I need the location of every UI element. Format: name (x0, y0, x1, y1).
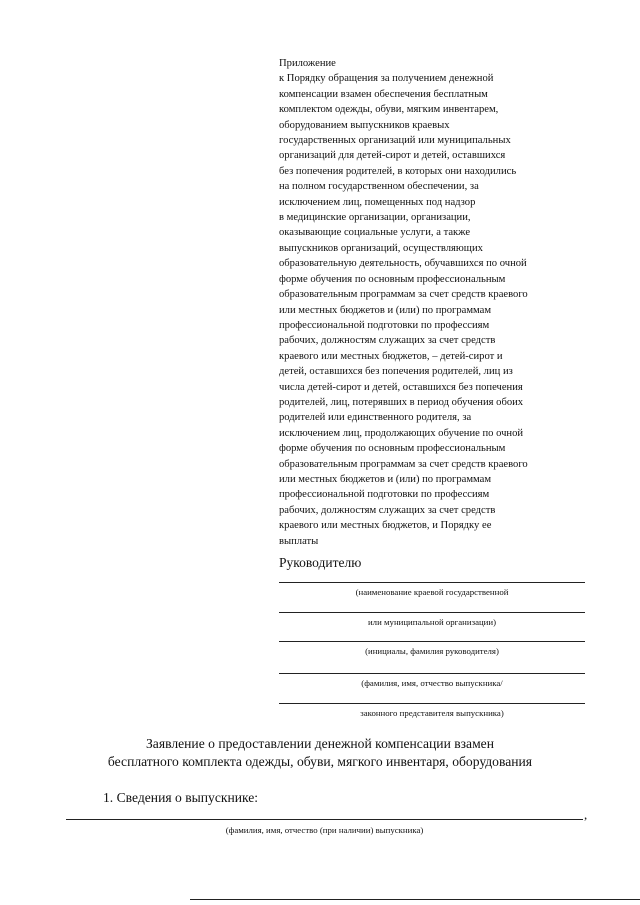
organization-name-field[interactable] (279, 582, 585, 597)
appendix-note (279, 56, 599, 549)
fill-in-line[interactable] (279, 673, 585, 674)
legal-representative-field[interactable] (279, 703, 585, 718)
appendix-line: организаций для детей-сирот и детей, оставшихся (279, 150, 506, 162)
page-bottom-line (190, 899, 640, 900)
appendix-line: краевого или местных бюджетов, – детей-сирот и (279, 350, 503, 362)
title-line-1: Заявление о предоставлении денежной компенсации взамен (146, 736, 494, 751)
fill-in-line[interactable] (279, 703, 585, 704)
field-caption: (инициалы, фамилия руководителя) (365, 646, 499, 656)
appendix-line: компенсации взамен обеспечения бесплатным (279, 88, 488, 100)
fill-in-line[interactable] (279, 582, 585, 583)
appendix-line: форме обучения по основным профессиональным (279, 273, 506, 285)
appendix-line: форме обучения по основным профессиональным (279, 443, 506, 455)
title-line-2: бесплатного комплекта одежды, обуви, мягкого инвентаря, оборудования (107, 753, 533, 769)
recipient-heading: Руководителю (279, 555, 362, 570)
appendix-line: исключением лиц, продолжающих обучение по очной (279, 427, 524, 439)
field-caption: или муниципальной организации) (367, 617, 497, 627)
appendix-line: детей, оставшихся без попечения родителей, лиц из (279, 366, 513, 378)
graduate-name-field[interactable] (279, 673, 585, 688)
appendix-line: родителей, лиц, потерявших в период обучения обоих (279, 396, 524, 408)
fill-in-line[interactable] (279, 641, 585, 642)
appendix-line: профессиональной подготовки по профессиям (279, 319, 490, 331)
appendix-line: образовательным программам за счет средств краевого (279, 458, 528, 470)
graduate-full-name-line[interactable] (66, 819, 583, 820)
appendix-line: выплаты (279, 535, 319, 547)
trailing-comma: , (584, 807, 588, 822)
appendix-line: к Порядку обращения за получением денежной (279, 73, 494, 85)
appendix-line: рабочих, должностям служащих за счет средств (279, 335, 496, 347)
director-name-field[interactable] (279, 641, 585, 656)
appendix-line: оказывающие социальные услуги, а также (279, 227, 471, 239)
appendix-line: выпускников организаций, осуществляющих (279, 242, 483, 254)
field-caption: (фамилия, имя, отчество выпускника/ (361, 678, 503, 688)
appendix-line: Приложение (279, 58, 336, 69)
organization-name-field-continued[interactable] (279, 612, 585, 627)
appendix-line: числа детей-сирот и детей, оставшихся без попечения (279, 381, 523, 393)
appendix-line: родителей или единственного родителя, за (279, 412, 472, 424)
appendix-line: в медицинские организации, организации, (279, 212, 471, 224)
appendix-line: исключением лиц, помещенных под надзор (279, 196, 476, 208)
appendix-line: образовательным программам за счет средств краевого (279, 289, 528, 301)
section-1-heading: 1. Сведения о выпускнике: (103, 790, 259, 805)
field-caption: (наименование краевой государственной (355, 587, 509, 597)
appendix-line: государственных организаций или муниципальных (279, 135, 511, 147)
appendix-line: или местных бюджетов и (или) по программам (279, 304, 492, 316)
appendix-line: на полном государственном обеспечении, за (279, 181, 479, 193)
fill-in-line[interactable] (279, 612, 585, 613)
appendix-line: образовательную деятельность, обучавшихся по очной (279, 258, 527, 270)
appendix-line: рабочих, должностям служащих за счет средств (279, 504, 496, 516)
appendix-line: оборудованием выпускников краевых (279, 119, 450, 131)
appendix-line: краевого или местных бюджетов, и Порядку ее (279, 520, 492, 532)
field-caption: законного представителя выпускника) (360, 708, 504, 718)
appendix-line: без попечения родителей, в которых они находились (279, 165, 517, 177)
application-title (40, 735, 600, 770)
graduate-full-name-caption: (фамилия, имя, отчество (при наличии) выпускника) (225, 825, 424, 835)
appendix-line: комплектом одежды, обуви, мягким инвентарем, (279, 104, 499, 116)
appendix-line: профессиональной подготовки по профессиям (279, 489, 490, 501)
appendix-line: или местных бюджетов и (или) по программам (279, 473, 492, 485)
